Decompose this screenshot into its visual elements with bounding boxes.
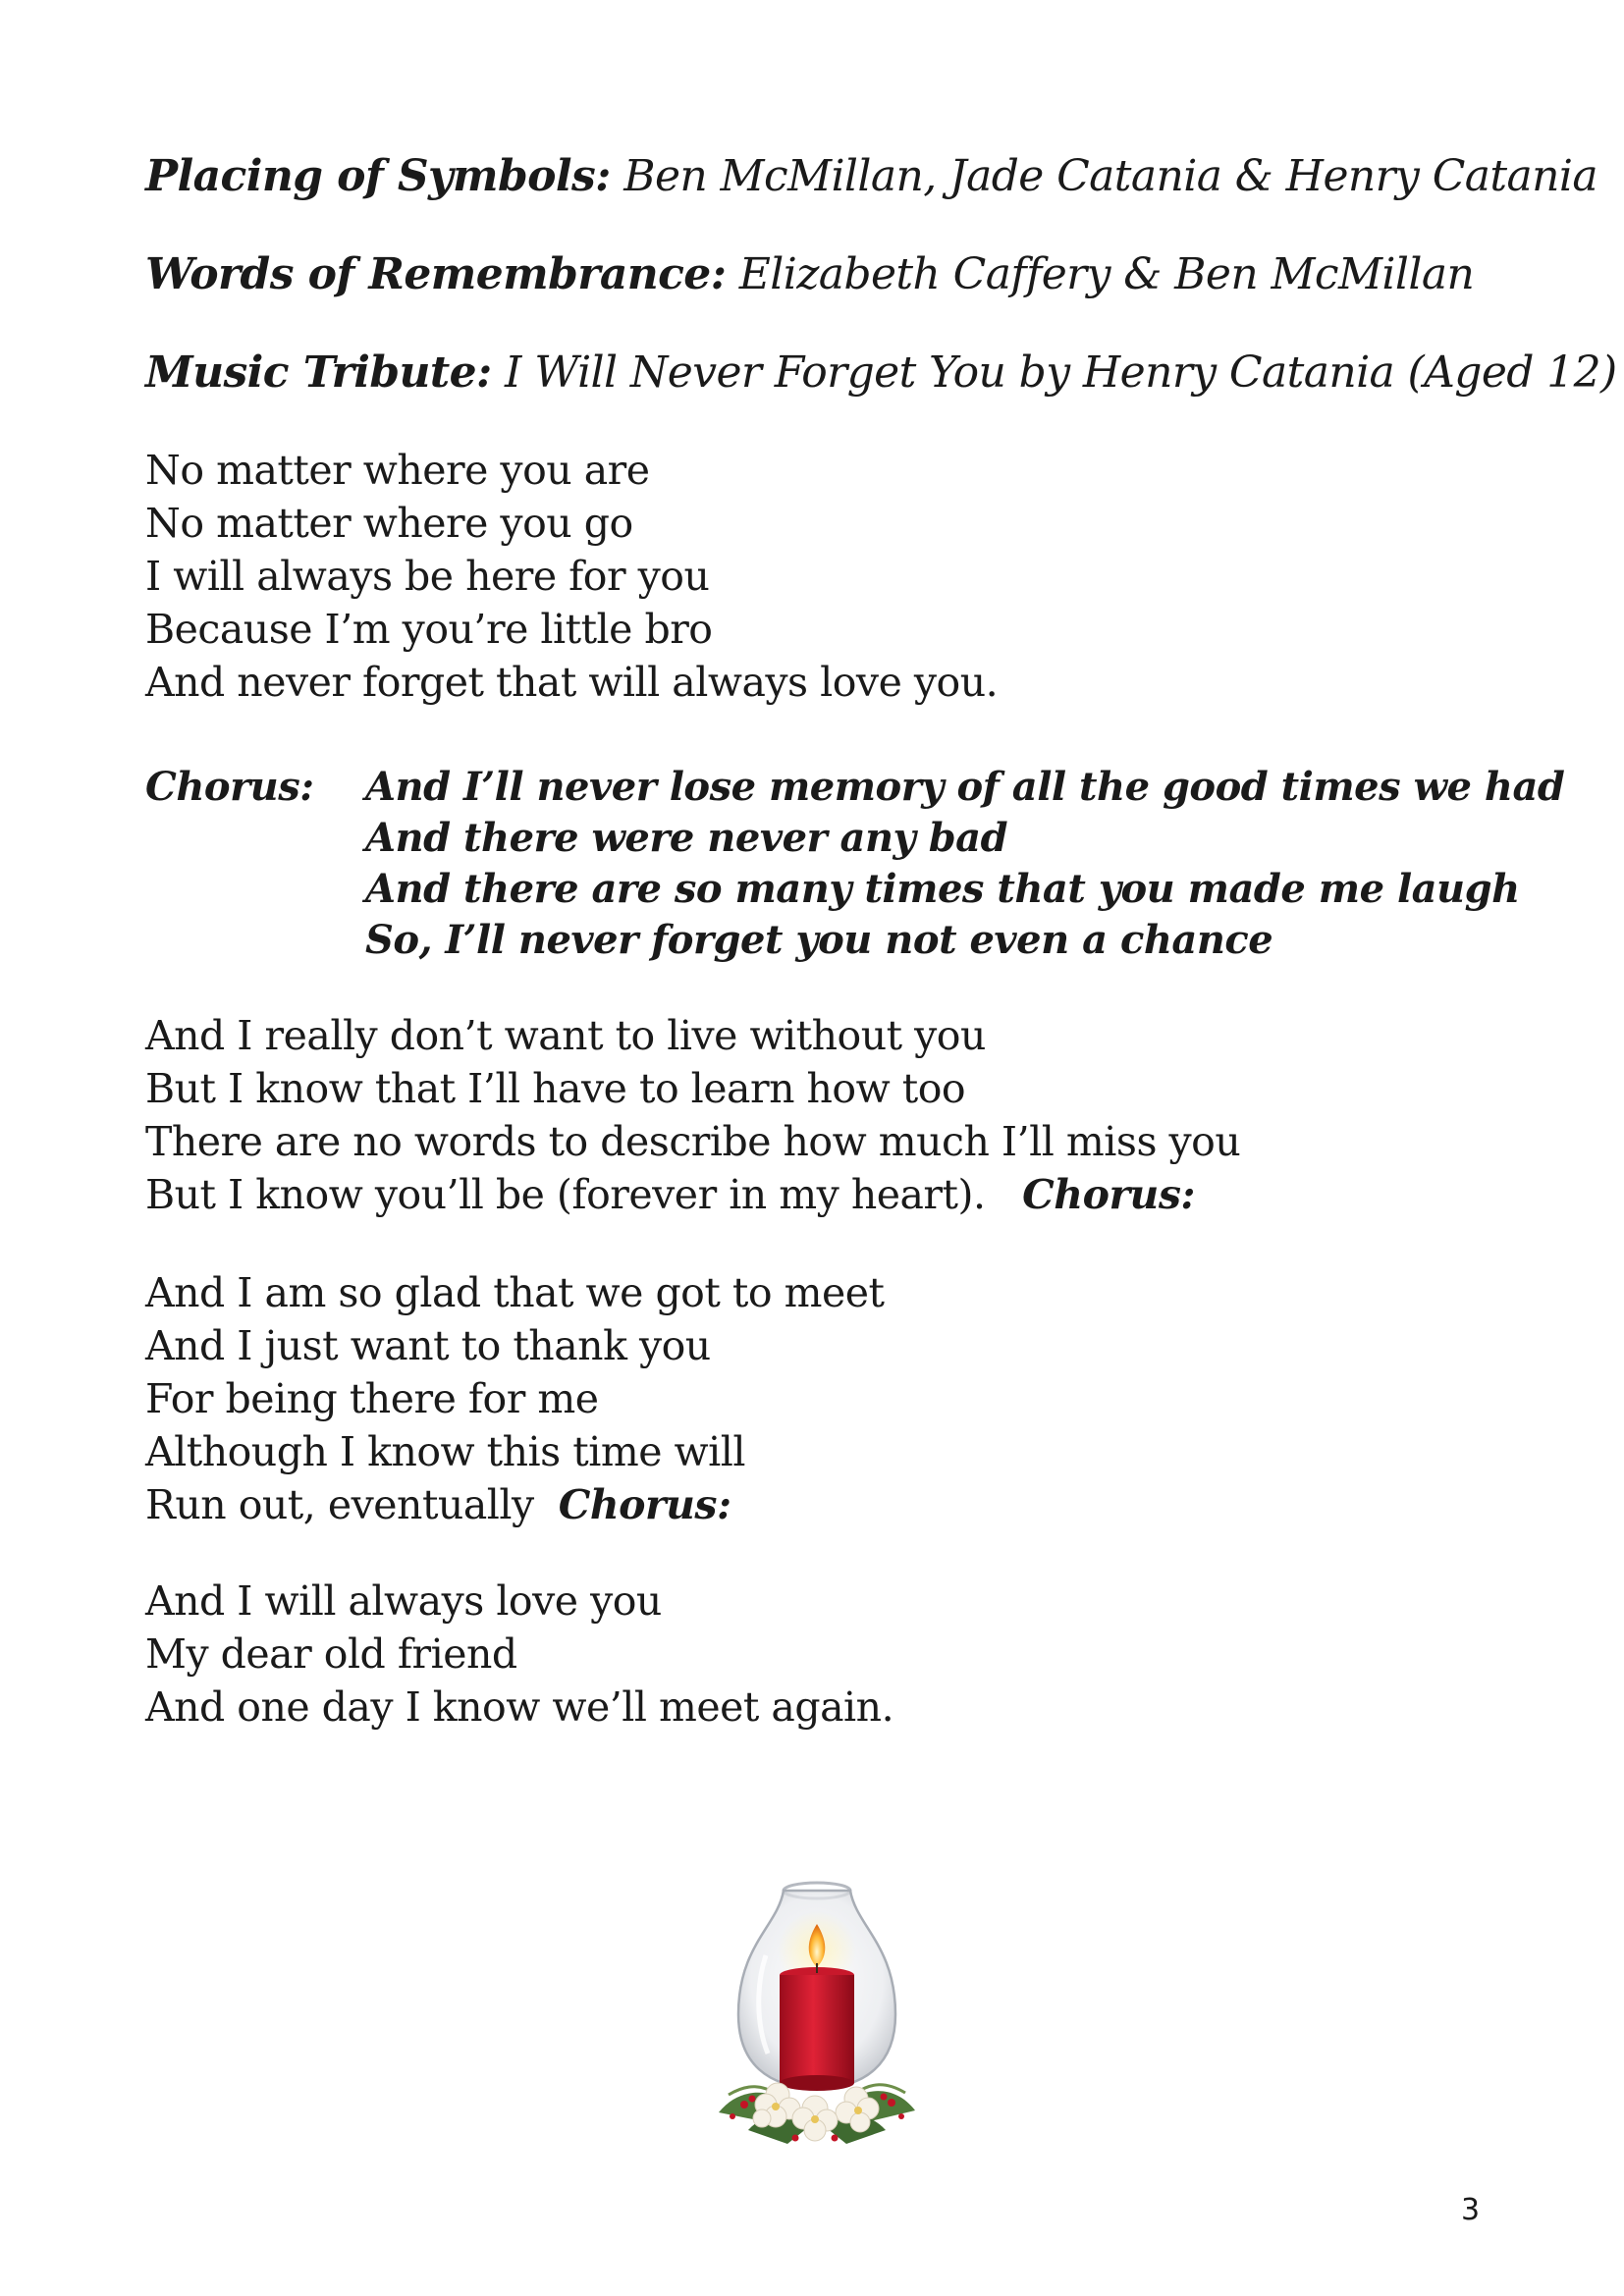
lyric-line: Because I’m you’re little bro [145,606,713,653]
chorus-reference: Chorus: [558,1481,731,1528]
lyric-line: But I know that I’ll have to learn how too [145,1065,966,1112]
chorus-line: And there were never any bad [365,815,1008,861]
credit-value: Ben McMillan, Jade Catania & Henry Catania [623,151,1597,201]
lyric-line: My dear old friend [145,1630,517,1678]
credit-music-tribute [145,347,1617,400]
credit-value: Elizabeth Caffery & Ben McMillan [738,249,1475,299]
chorus-line: And there are so many times that you made me laugh [365,866,1520,912]
lyric-line: I will always be here for you [145,553,710,600]
lyric-line: And I will always love you [145,1577,662,1625]
verse-2 [145,1009,1240,1221]
verse-4 [145,1575,893,1734]
lyric-line: No matter where you are [145,447,650,494]
lyric-text: Run out, eventually [145,1481,534,1528]
chorus-label: Chorus: [145,764,314,810]
lyric-text: But I know you’ll be (forever in my heart). [145,1171,986,1218]
lyric-line: No matter where you go [145,500,633,547]
credit-placing-of-symbols [145,150,1597,203]
lyric-line: And I really don’t want to live without you [145,1012,986,1059]
lyric-line: For being there for me [145,1375,599,1422]
lyric-line: And I just want to thank you [145,1322,711,1369]
lyric-line: There are no words to describe how much I’ll miss you [145,1118,1241,1165]
lyric-line: And one day I know we’ll meet again. [145,1683,894,1731]
candle-icon [709,1877,925,2162]
verse-3 [145,1266,884,1531]
credit-words-of-remembrance [145,248,1474,301]
lyric-line [145,1478,884,1531]
page-number: 3 [1461,2193,1481,2227]
lyric-line: And never forget that will always love you. [145,659,999,706]
lyric-line: And I am so glad that we got to meet [145,1269,885,1316]
lyric-line: Although I know this time will [145,1428,745,1475]
lyric-line [145,1168,1240,1221]
chorus-line: And I’ll never lose memory of all the good times we had [365,764,1565,810]
chorus-reference: Chorus: [1022,1171,1196,1218]
credit-value: I Will Never Forget You by Henry Catania (Aged 12) [505,347,1617,398]
credit-label: Music Tribute: [145,347,492,398]
credit-label: Placing of Symbols: [145,151,611,201]
chorus-lines [365,762,1564,966]
verse-1 [145,444,998,709]
credit-label: Words of Remembrance: [145,249,727,299]
chorus-line: So, I’ll never forget you not even a chance [365,917,1273,963]
